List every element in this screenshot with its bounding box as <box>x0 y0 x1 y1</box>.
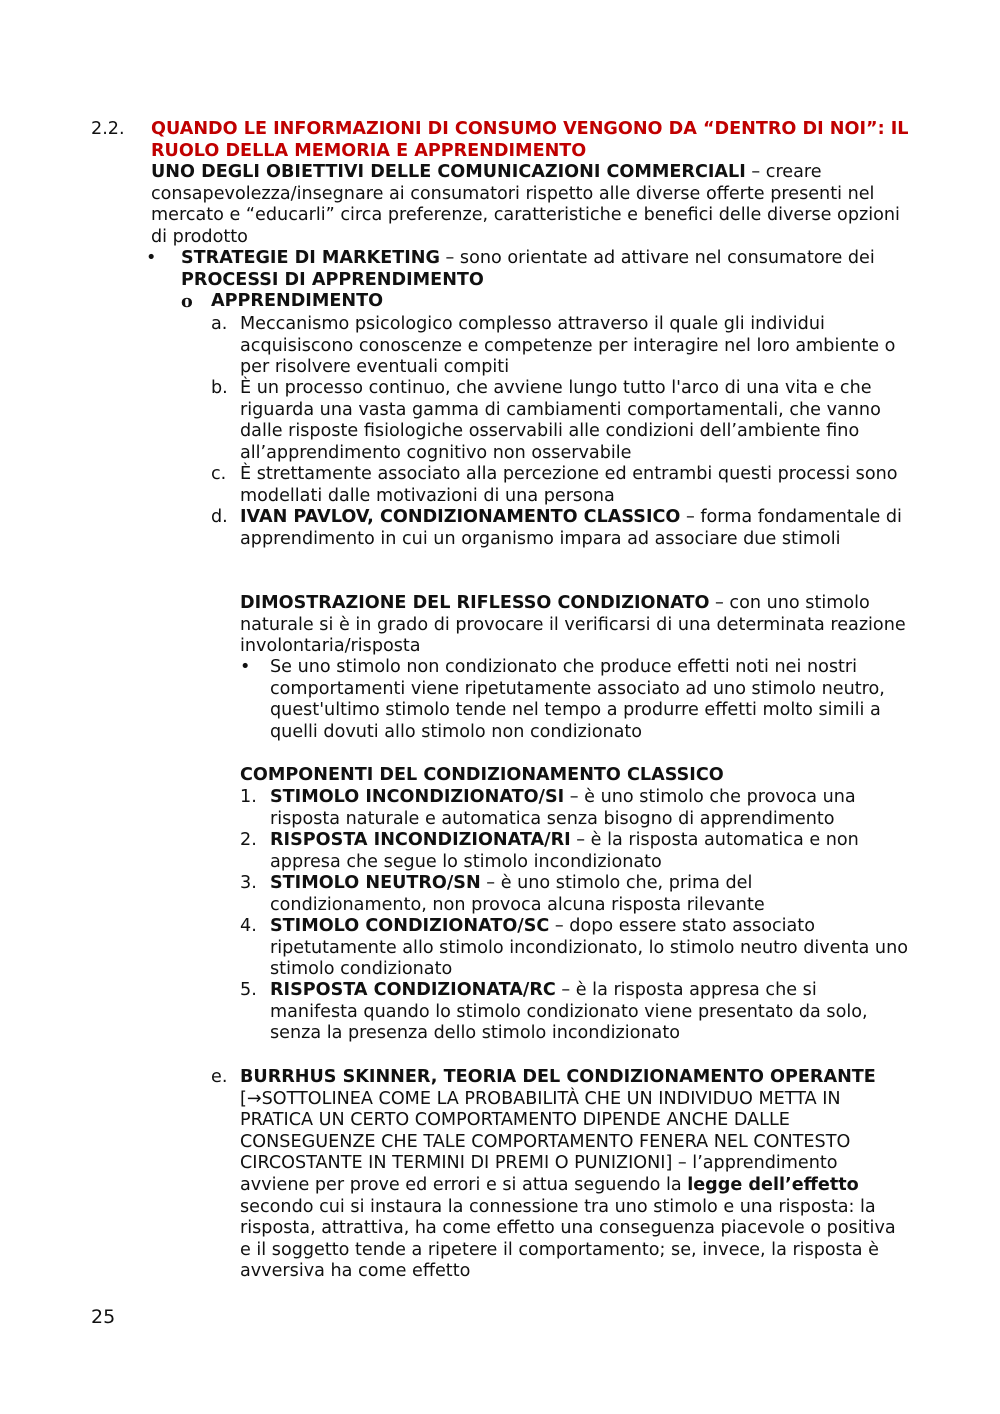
pavlov-heading: IVAN PAVLOV, CONDIZIONAMENTO CLASSICO <box>240 507 681 527</box>
item-b-marker: b. <box>211 378 228 398</box>
dimostrazione-heading: DIMOSTRAZIONE DEL RIFLESSO CONDIZIONATO <box>240 593 710 613</box>
intro-heading: UNO DEGLI OBIETTIVI DELLE COMUNICAZIONI COMMERCIALI <box>151 162 746 182</box>
strategie-paragraph <box>181 248 911 291</box>
item-a-text: Meccanismo psicologico complesso attraverso il quale gli individui acquisiscono conoscenze e competenze per interagire nel loro ambiente o per risolvere eventuali compiti <box>240 314 896 378</box>
list-item: RISPOSTA INCONDIZIONATA/RI – è la risposta automatica e non appresa che segue lo stimolo incondizionato <box>270 830 859 872</box>
dimostrazione-paragraph: DIMOSTRAZIONE DEL RIFLESSO CONDIZIONATO – con uno stimolo naturale si è in grado di provocare il verificarsi di una determinata reazione involontaria/risposta <box>240 593 906 657</box>
list-item: STIMOLO NEUTRO/SN – è uno stimolo che, prima del condizionamento, non provoca alcuna risposta rilevante <box>270 873 765 915</box>
item-d-marker: d. <box>211 507 228 527</box>
intro-paragraph <box>151 162 911 248</box>
componenti-heading: COMPONENTI DEL CONDIZIONAMENTO CLASSICO <box>240 765 724 785</box>
list-item: STIMOLO CONDIZIONATO/SC – dopo essere stato associato ripetutamente allo stimolo incondizionato, lo stimolo neutro diventa uno stimolo condizionato <box>270 916 908 980</box>
strategie-text: – sono orientate ad attivare nel consumatore dei <box>439 248 875 268</box>
item-c-text: È strettamente associato alla percezione ed entrambi questi processi sono modellati dalle motivazioni di una persona <box>240 464 898 506</box>
item-c-marker: c. <box>211 464 227 484</box>
intro-text: – creare consapevolezza/insegnare ai consumatori rispetto alle diverse offerte presenti nel mercato e “educarli” circa preferenze, caratteristiche e benefici delle diverse opzioni di prodotto <box>151 162 900 247</box>
sub-bullet-marker: o <box>181 291 193 312</box>
list-item: RISPOSTA CONDIZIONATA/RC – è la risposta appresa che si manifesta quando lo stimolo condizionato viene presentato da solo, senza la presenza dello stimolo incondizionato <box>270 980 868 1044</box>
item-e-text: BURRHUS SKINNER, TEORIA DEL CONDIZIONAMENTO OPERANTE [→SOTTOLINEA COME LA PROBABILITÀ CHE UN INDIVIDUO METTA IN PRATICA UN CERTO COMPORTAMENTO DIPENDE ANCHE DALLE CONSEGUENZE CHE TALE COMPORTAMENTO FENERA NEL CONTESTO CIRCOSTANTE IN TERMINI DI PREMI O PUNIZIONI] – l’apprendimento avviene per prove ed errori e si attua seguendo la legge dell’effetto secondo cui si instaura la connessione tra uno stimolo e una risposta: la risposta, attrattiva, ha come effetto una conseguenza piacevole o positiva e il soggetto tende a ripetere il comportamento; se, invece, la risposta è avversiva ha come effetto <box>240 1067 896 1282</box>
item-b-text: È un processo continuo, che avviene lungo tutto l'arco di una vita e che riguarda una vasta gamma di cambiamenti comportamentali, che vanno dalle risposte fisiologiche osservabili alle condizioni dell’ambiente fino all’apprendimento cognitivo non osservabile <box>240 378 881 463</box>
strategie-heading: STRATEGIE DI MARKETING <box>181 248 440 268</box>
bullet-marker: • <box>146 248 157 268</box>
list-item-number: 3. <box>240 873 257 893</box>
item-e-marker: e. <box>211 1067 228 1087</box>
section-number: 2.2. <box>91 119 125 139</box>
list-item-number: 5. <box>240 980 257 1000</box>
page-number: 25 <box>91 1306 116 1328</box>
dimostrazione-bullet-text: Se uno stimolo non condizionato che produce effetti noti nei nostri comportamenti viene ripetutamente associato ad uno stimolo neutro, quest'ultimo stimolo tende nel tempo a produrre effetti molto simili a quelli dovuti allo stimolo non condizionato <box>270 657 885 742</box>
item-d-text: IVAN PAVLOV, CONDIZIONAMENTO CLASSICO – forma fondamentale di apprendimento in cui un organismo impara ad associare due stimoli <box>240 507 902 549</box>
bullet-marker: • <box>240 657 251 677</box>
list-item: STIMOLO INCONDIZIONATO/SI – è uno stimolo che provoca una risposta naturale e automatica senza bisogno di apprendimento <box>270 787 856 829</box>
apprendimento-heading: APPRENDIMENTO <box>211 291 384 311</box>
strategie-heading2: PROCESSI DI APPRENDIMENTO <box>181 269 484 290</box>
item-a-marker: a. <box>211 314 228 334</box>
legge-effetto-term: legge dell’effetto <box>687 1174 859 1195</box>
list-item-number: 1. <box>240 787 257 807</box>
section-title: QUANDO LE INFORMAZIONI DI CONSUMO VENGONO DA “DENTRO DI NOI”: IL RUOLO DELLA MEMORIA E APPRENDIMENTO <box>151 119 909 161</box>
list-item-number: 4. <box>240 916 257 936</box>
skinner-heading: BURRHUS SKINNER, TEORIA DEL CONDIZIONAMENTO OPERANTE <box>240 1067 876 1087</box>
list-item-number: 2. <box>240 830 257 850</box>
